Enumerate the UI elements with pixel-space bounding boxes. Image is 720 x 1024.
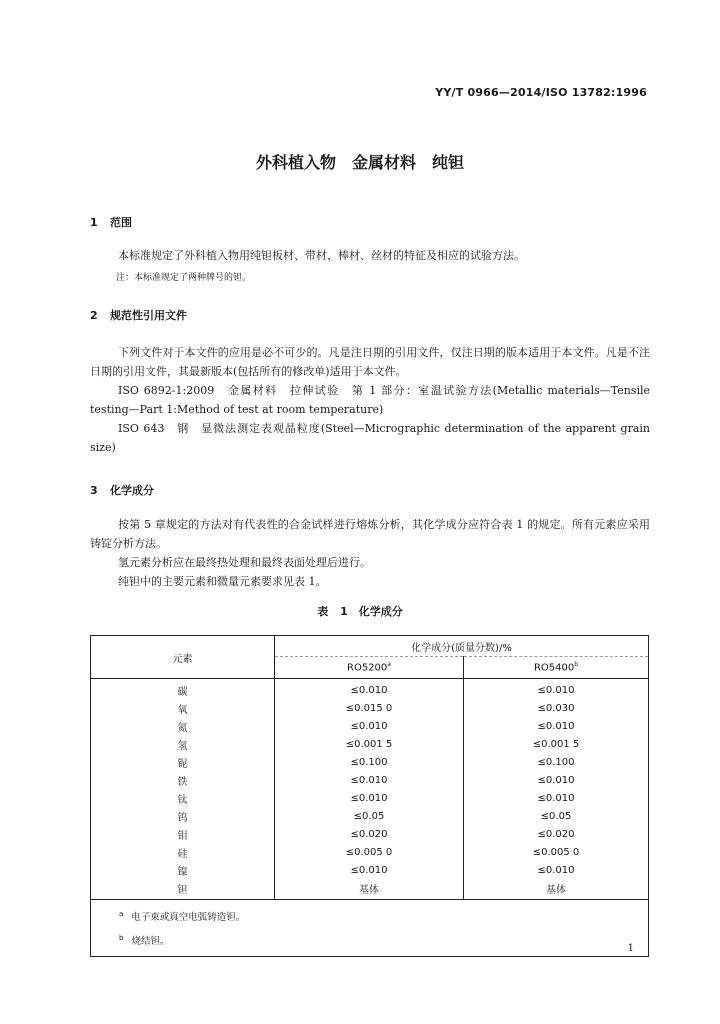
section-number: 3 <box>90 484 98 497</box>
cell-grade-1: 基体 <box>275 879 464 900</box>
cell-grade-2: ≤0.010 <box>464 717 649 735</box>
cell-grade-1: ≤0.015 0 <box>275 699 464 717</box>
standard-code: YY/T 0966—2014/ISO 13782:1996 <box>435 86 647 99</box>
cell-grade-1: ≤0.100 <box>275 753 464 771</box>
chemical-composition-table <box>90 635 649 957</box>
table-row <box>91 807 649 825</box>
cell-grade-2: ≤0.020 <box>464 825 649 843</box>
section-1-paragraph: 本标准规定了外科植入物用纯钽板材、带材、棒材、丝材的特征及相应的试验方法。 <box>118 249 525 262</box>
cell-element: 镍 <box>91 861 275 879</box>
cell-grade-2: ≤0.005 0 <box>464 843 649 861</box>
table-caption: 表 1 化学成分 <box>317 605 403 618</box>
cell-grade-2: ≤0.100 <box>464 753 649 771</box>
table-row <box>91 699 649 717</box>
cell-element: 氧 <box>91 699 275 717</box>
table-row <box>91 679 649 700</box>
document-title: 外科植入物 金属材料 纯钽 <box>255 153 464 172</box>
section-3-paragraph-1: 按第 5 章规定的方法对有代表性的合金试样进行熔炼分析，其化学成分应符合表 1 的规定。所有元素应采用铸锭分析方法。 <box>90 518 650 550</box>
footnote-b: $^b$ 烧结钽。 <box>119 934 170 948</box>
table-row <box>91 843 649 861</box>
section-number: 1 <box>90 216 98 229</box>
cell-element: 氢 <box>91 735 275 753</box>
cell-element: 碳 <box>91 679 275 700</box>
cell-grade-1: ≤0.010 <box>275 679 464 700</box>
cell-grade-2: ≤0.010 <box>464 789 649 807</box>
table-row <box>91 789 649 807</box>
cell-element: 钽 <box>91 879 275 900</box>
section-3-heading <box>90 482 154 498</box>
page-number: 1 <box>627 943 634 954</box>
section-3-paragraph-2: 氢元素分析应在最终热处理和最终表面处理后进行。 <box>118 556 371 569</box>
section-title: 化学成分 <box>110 484 154 497</box>
table-footnotes <box>91 900 649 957</box>
cell-grade-1: ≤0.05 <box>275 807 464 825</box>
table-row <box>91 771 649 789</box>
cell-grade-2: ≤0.05 <box>464 807 649 825</box>
section-2-reference-2: ISO 643 钢 显微法测定表观晶粒度(Steel—Micrographic determination of the apparent grain size) <box>90 422 650 454</box>
table-row <box>91 825 649 843</box>
cell-grade-2: 基体 <box>464 879 649 900</box>
cell-grade-1: ≤0.010 <box>275 771 464 789</box>
table-row <box>91 735 649 753</box>
section-title: 范围 <box>110 216 132 229</box>
cell-grade-2: ≤0.001 5 <box>464 735 649 753</box>
cell-grade-1: ≤0.010 <box>275 861 464 879</box>
table-row <box>91 717 649 735</box>
column-header-composition: 化学成分(质量分数)/% <box>275 636 649 657</box>
cell-grade-1: ≤0.005 0 <box>275 843 464 861</box>
cell-element: 硅 <box>91 843 275 861</box>
table-row <box>91 879 649 900</box>
cell-grade-1: ≤0.010 <box>275 717 464 735</box>
cell-grade-2: ≤0.010 <box>464 679 649 700</box>
section-2-paragraph-1: 下列文件对于本文件的应用是必不可少的。凡是注日期的引用文件，仅注日期的版本适用于本文件。凡是不注日期的引用文件，其最新版本(包括所有的修改单)适用于本文件。 <box>90 346 650 378</box>
section-1-note: 注：本标准规定了两种牌号的钽。 <box>116 273 252 283</box>
column-header-grade-2: RO5400$^b$ <box>464 657 649 679</box>
cell-element: 铌 <box>91 753 275 771</box>
cell-grade-2: ≤0.010 <box>464 771 649 789</box>
cell-grade-1: ≤0.020 <box>275 825 464 843</box>
column-header-grade-1: RO5200$^a$ <box>275 657 464 679</box>
table-row <box>91 861 649 879</box>
cell-element: 钛 <box>91 789 275 807</box>
table-row <box>91 753 649 771</box>
cell-grade-1: ≤0.010 <box>275 789 464 807</box>
cell-element: 铁 <box>91 771 275 789</box>
section-3-paragraph-3: 纯钽中的主要元素和微量元素要求见表 1。 <box>118 575 327 588</box>
column-header-element: 元素 <box>91 636 275 679</box>
section-2-reference-1: ISO 6892-1:2009 金属材料 拉伸试验 第 1 部分：室温试验方法(Metallic materials—Tensile testing—Part 1:Method of test at room temperature) <box>90 384 650 416</box>
section-number: 2 <box>90 309 98 322</box>
cell-element: 钨 <box>91 807 275 825</box>
section-2-heading <box>90 307 187 323</box>
footnote-a: $^a$ 电子束或真空电弧铸造钽。 <box>119 910 246 924</box>
cell-grade-2: ≤0.010 <box>464 861 649 879</box>
section-1-heading <box>90 214 132 230</box>
cell-grade-2: ≤0.030 <box>464 699 649 717</box>
cell-element: 氮 <box>91 717 275 735</box>
cell-grade-1: ≤0.001 5 <box>275 735 464 753</box>
cell-element: 钼 <box>91 825 275 843</box>
section-title: 规范性引用文件 <box>110 309 187 322</box>
